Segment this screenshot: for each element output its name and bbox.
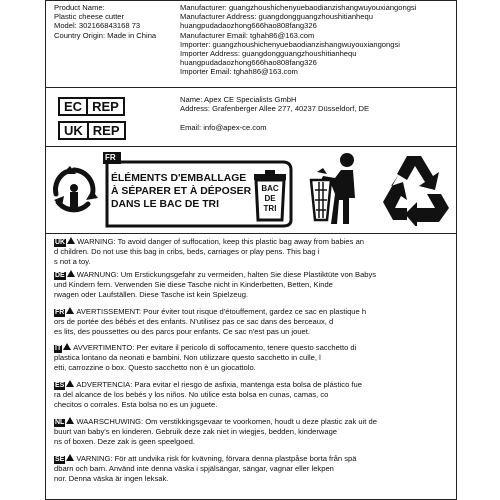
uk-rep-text: REP	[87, 123, 124, 138]
divider	[45, 87, 457, 88]
es-flag-badge: ES	[55, 382, 65, 389]
triman-line-1: ÉLÉMENTS D'EMBALLAGE	[111, 173, 247, 184]
warning-line: es lits, des poussettes ou des parcs pour enfants. Ce sac n'est pas un jouet.	[54, 326, 310, 336]
triman-banner	[103, 152, 295, 228]
warning-line: WAARSCHUWING: Om verstikkingsgevaar te voorkomen, houdt u deze plastic zak uit de	[76, 417, 377, 426]
warning-es	[54, 380, 362, 409]
rep-address: Address: Grafenberger Allee 277, 40237 Düsseldorf, DE	[180, 104, 370, 114]
importer-address: Importer Address: guangdongguangzhoushitianhequ	[180, 49, 357, 59]
divider	[45, 146, 457, 147]
warning-line: plastica lontano da neonati e bambini. Non utilizzare questo sacchetto in culle, l	[54, 353, 321, 362]
warning-line: WARNING: To avoid danger of suffocation, keep this plastic bag away from babies an	[77, 237, 365, 246]
warning-icon	[66, 454, 74, 461]
triman-text	[111, 172, 251, 211]
warning-it	[54, 343, 356, 372]
warning-line: s not a toy.	[54, 256, 91, 266]
it-flag-badge: IT	[55, 345, 62, 352]
fr-flag-badge: FR	[55, 309, 65, 316]
triman-line-3: DANS LE BAC DE TRI	[111, 199, 219, 210]
authorized-rep-info	[180, 95, 369, 132]
bin-text	[261, 184, 279, 214]
manufacturer-email: Manufacturer Email: tghah86@163.com	[180, 30, 315, 40]
recycle-icon	[377, 150, 455, 226]
rep-name: Name: Apex CE Specialists GmbH	[180, 95, 297, 104]
triman-line-2: À SÉPARER ET À DÉPOSER	[111, 186, 252, 197]
ec-text: EC	[64, 99, 83, 114]
warning-line: WARNUNG: Um Erstickungsgefahr zu vermeiden, halten Sie diese Plastiktüte von Babys	[76, 270, 377, 279]
manufacturer-address: Manufacturer Address: guangdongguangzhoushitianhequ	[180, 12, 373, 22]
ec-rep-badge	[58, 97, 125, 116]
warning-line: ors de portée des bébés et des enfants. N'utilisez pas ce sac dans des berceaux, d	[54, 317, 334, 326]
warning-nl	[54, 417, 377, 446]
product-info	[54, 3, 156, 40]
bin-line-2: DE	[264, 194, 276, 203]
de-flag-badge: DE	[55, 272, 65, 279]
warning-fr	[54, 307, 366, 336]
warning-icon	[63, 343, 71, 350]
warning-line: und Kindern fern. Verwenden Sie diese Tasche nicht in Kinderbetten, Betten, Kinde	[54, 280, 333, 289]
importer-email: Importer Email: tghah86@163.com	[180, 67, 298, 77]
product-name-label: Product Name:	[54, 3, 105, 12]
warning-line: dbarn och barn. Använd inte denna väska i spjälsängar, sängar, vagnar eller lekpen	[54, 464, 334, 473]
warning-line: ADVERTENCIA: Para evitar el riesgo de asfixia, mantenga esta bolsa de plástico fue	[76, 380, 362, 389]
tidy-man-icon	[303, 150, 373, 226]
ec-rep-text: REP	[86, 99, 123, 114]
warning-icon	[67, 270, 75, 277]
warning-icon	[66, 380, 74, 387]
product-name: Plastic cheese cutter	[54, 12, 125, 22]
warning-line: nor. Denna väska är ingen leksak.	[54, 473, 169, 483]
warning-line: ns of boxen. Deze zak is geen speelgoed.	[54, 436, 195, 446]
warning-line: AVERTISSEMENT: Pour éviter tout risque d'étouffement, gardez ce sac en plastique h	[76, 307, 367, 316]
divider	[45, 233, 457, 234]
warning-line: d children. Do not use this bag in cribs, beds, carriages or play pens. This bag i	[54, 247, 320, 256]
warning-line: buurt van baby's en kinderen. Gebruik deze zak niet in wiegjes, bedden, kinderwage	[54, 427, 338, 436]
importer-name: Importer: guangzhoushichenyuebaodianzishangwuyouxiangongsi	[180, 39, 400, 49]
warning-line: checitos o corrales. Esta bolsa no es un juguete.	[54, 399, 218, 409]
warning-icon	[66, 307, 74, 314]
rep-email: Email: info@apex-ce.com	[180, 122, 267, 132]
warning-line: ra del alcance de los bebés y los niños. No utilice esta bolsa en cunas, camas, co	[54, 390, 329, 399]
spacer	[180, 113, 369, 122]
manufacturer-name: Manufacturer: guangzhoushichenyuebaodianzishangwuyouxiangongsi	[180, 3, 417, 12]
warning-icon	[66, 417, 74, 424]
warning-uk	[54, 237, 364, 266]
importer-address-2: huangpudadaozhong666hao808fang326	[180, 58, 317, 68]
warning-line: AVVERTIMENTO: Per evitare il pericolo di soffocamento, tenere questo sacchetto di	[73, 343, 357, 352]
product-model: Model: 302166843168 73	[54, 21, 141, 31]
warning-se	[54, 454, 356, 483]
uk-text: UK	[64, 123, 83, 138]
nl-flag-badge: NL	[55, 419, 65, 426]
uk-flag-badge: UK	[55, 239, 66, 246]
country-origin: Country Origin: Made in China	[54, 30, 157, 40]
bin-line-3: TRI	[263, 204, 277, 213]
manufacturer-info	[180, 3, 416, 77]
bin-line-1: BAC	[261, 184, 279, 193]
warning-line: VARNING: För att undvika risk för kvävning, förvara denna plastpåse borta från spä	[76, 454, 357, 463]
manufacturer-address-2: huangpudadaozhong666hao808fang326	[180, 21, 317, 31]
se-flag-badge: SE	[55, 456, 65, 463]
triman-icon	[48, 160, 100, 220]
warning-line: rwagen oder Laufställen. Diese Tasche ist kein Spielzeug.	[54, 289, 249, 299]
warning-de	[54, 270, 376, 299]
uk-rep-badge	[58, 121, 126, 140]
fr-tag: FR	[105, 153, 116, 162]
divider	[45, 0, 457, 1]
warning-icon	[67, 237, 75, 244]
warning-line: etti, carrozzine o box. Questo sacchetto non è un giocattolo.	[54, 362, 256, 372]
